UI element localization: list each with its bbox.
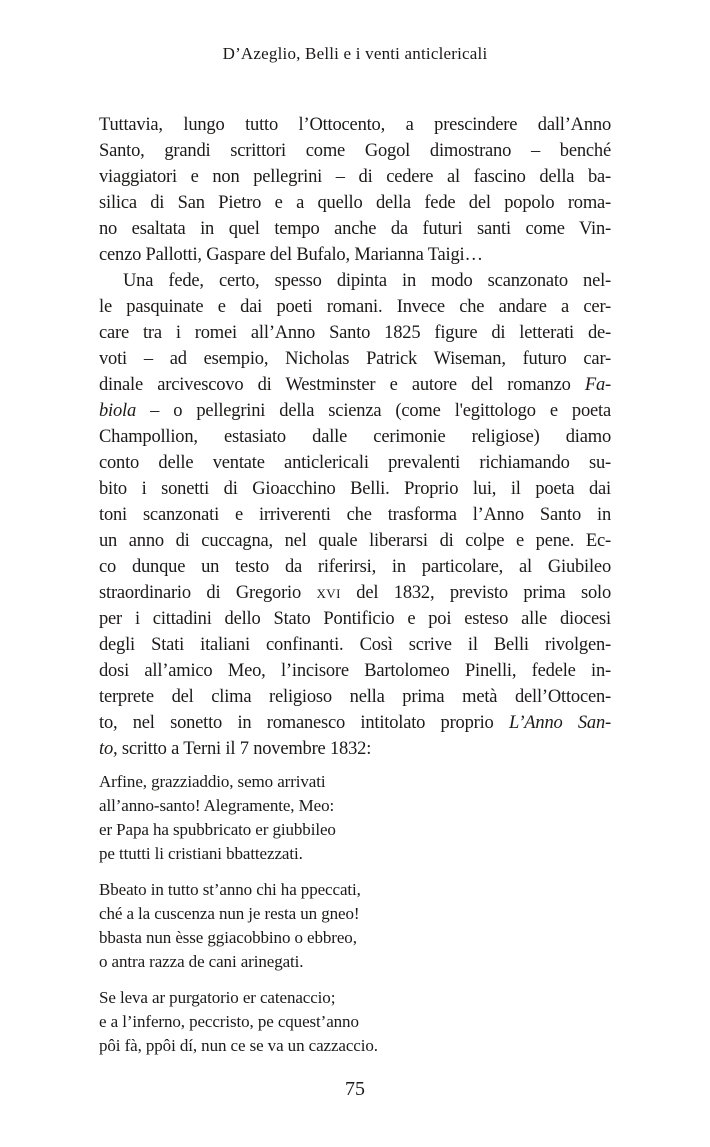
poem-stanza [99, 986, 611, 1058]
text-line: dosi all’amico Meo, l’incisore Bartolomeo Pinelli, fedele in- [99, 661, 611, 681]
poem-line: er Papa ha spubbricato er giubbileo [99, 820, 336, 839]
text-line: biola – o pellegrini della scienza (come l'egittologo e poeta [99, 401, 611, 421]
text-line: to, nel sonetto in romanesco intitolato proprio L’Anno San- [99, 713, 611, 733]
page-number: 75 [345, 1078, 365, 1100]
poem-line: e a l’inferno, peccristo, pe cquest’anno [99, 1012, 359, 1031]
text-line: toni scanzonati e irriverenti che trasforma l’Anno Santo in [99, 505, 611, 525]
text-line: degli Stati italiani confinanti. Così scrive il Belli rivolgen- [99, 635, 611, 655]
text-line: bito i sonetti di Gioacchino Belli. Proprio lui, il poeta dai [99, 479, 611, 499]
text-line: terprete del clima religioso nella prima metà dell’Ottocen- [99, 687, 611, 707]
poem [99, 770, 611, 1058]
text-line: conto delle ventate anticlericali prevalenti richiamando su- [99, 453, 611, 473]
poem-stanza [99, 770, 611, 866]
poem-line: Bbeato in tutto st’anno chi ha ppeccati, [99, 880, 361, 899]
text-line: voti – ad esempio, Nicholas Patrick Wiseman, futuro car- [99, 349, 611, 369]
running-header: D’Azeglio, Belli e i venti anticlericali [222, 44, 488, 63]
body-text [99, 112, 611, 762]
text-line: un anno di cuccagna, nel quale liberarsi di colpe e pene. Ec- [99, 531, 611, 551]
text-block [99, 112, 611, 1070]
text-line: straordinario di Gregorio xvi del 1832, previsto prima solo [99, 583, 611, 603]
text-line: dinale arcivescovo di Westminster e autore del romanzo Fa- [99, 375, 611, 395]
paragraph [99, 112, 611, 268]
text-line: silica di San Pietro e a quello della fede del popolo roma- [99, 193, 611, 213]
text-line: cenzo Pallotti, Gaspare del Bufalo, Marianna Taigi… [99, 245, 483, 265]
poem-line: bbasta nun èsse ggiacobbino o ebbreo, [99, 928, 357, 947]
text-line: to, scritto a Terni il 7 novembre 1832: [99, 739, 372, 759]
poem-line: Arfine, grazziaddio, semo arrivati [99, 772, 326, 791]
text-line: no esaltata in quel tempo anche da futuri santi come Vin- [99, 219, 611, 239]
poem-stanza [99, 878, 611, 974]
text-line: Una fede, certo, spesso dipinta in modo scanzonato nel- [123, 271, 611, 291]
poem-line: Se leva ar purgatorio er catenaccio; [99, 988, 336, 1007]
text-line: co dunque un testo da riferirsi, in particolare, al Giubileo [99, 557, 611, 577]
poem-line: ché a la cuscenza nun je resta un gneo! [99, 904, 360, 923]
text-line: Champollion, estasiato dalle cerimonie religiose) diamo [99, 427, 611, 447]
text-line: per i cittadini dello Stato Pontificio e poi esteso alle diocesi [99, 609, 611, 629]
paragraph [99, 268, 611, 762]
text-line: Santo, grandi scrittori come Gogol dimostrano – benché [99, 141, 611, 161]
text-line: viaggiatori e non pellegrini – di cedere al fascino della ba- [99, 167, 611, 187]
poem-line: o antra razza de cani arinegati. [99, 952, 304, 971]
poem-line: all’anno-santo! Alegramente, Meo: [99, 796, 335, 815]
text-line: Tuttavia, lungo tutto l’Ottocento, a prescindere dall’Anno [99, 115, 611, 135]
text-line: le pasquinate e dai poeti romani. Invece che andare a cer- [99, 297, 611, 317]
poem-line: pe ttutti li cristiani bbattezzati. [99, 844, 303, 863]
poem-line: pôi fà, ppôi dí, nun ce se va un cazzaccio. [99, 1036, 378, 1055]
text-line: care tra i romei all’Anno Santo 1825 figure di letterati de- [99, 323, 611, 343]
